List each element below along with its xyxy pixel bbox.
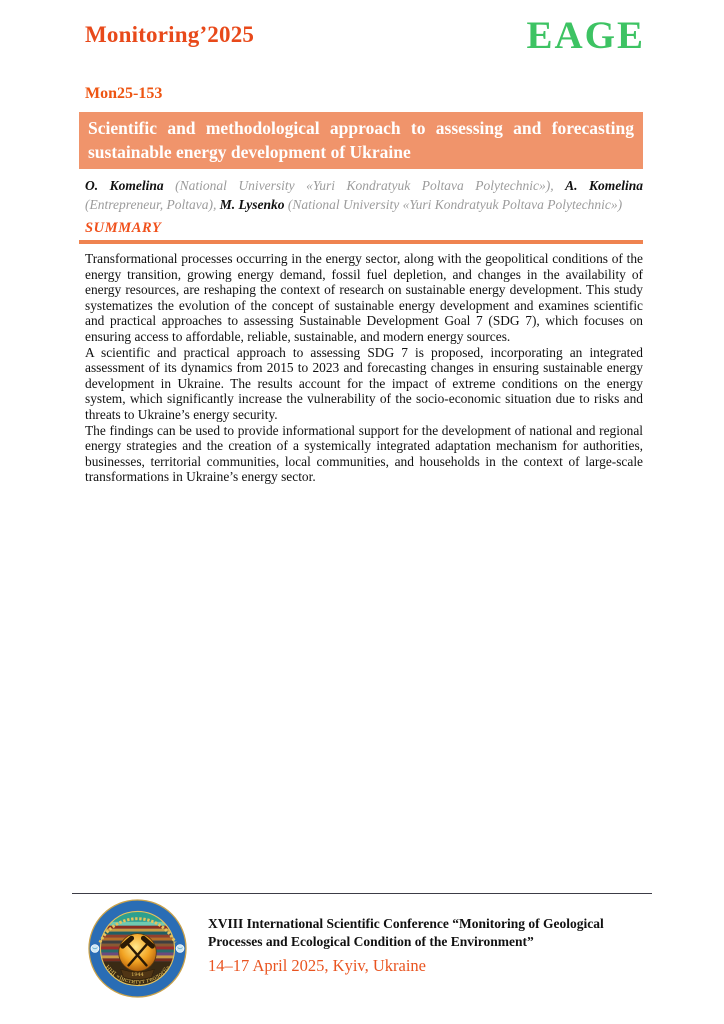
masthead <box>85 14 645 62</box>
conference-wordmark: Monitoring’2025 <box>85 22 255 47</box>
footer-divider <box>72 893 652 894</box>
banner-year: 1944 <box>131 972 144 979</box>
authors-line <box>85 177 643 214</box>
ring-text-bottom: ННІ «Інститут геології» <box>103 964 172 986</box>
paper-code: Mon25-153 <box>85 85 163 102</box>
summary-heading: SUMMARY <box>85 220 162 236</box>
author-name-3: M. Lysenko <box>219 196 285 212</box>
author-name-2: A. Komelina <box>565 178 643 193</box>
footer-date-location: 14–17 April 2025, Kyiv, Ukraine <box>208 956 426 975</box>
author-affiliation-3: (National University «Yuri Kondratyuk Poltava Polytechnic») <box>287 196 623 212</box>
abstract-text <box>85 251 643 485</box>
abstract-paragraph-1: Transformational processes occurring in the energy sector, along with the geopolitical conditions of the energy transition, growing energy demand, fossil fuel depletion, and changes in the availability of energy resources, are reshaping the context of research on sustainable energy development. This study systematizes the evolution of the concept of sustainable energy development and examines scientific and practical approaches to assessing Sustainable Development Goal 7 (SDG 7), which focuses on ensuring access to affordable, reliable, sustainable, and modern energy sources. <box>85 251 643 344</box>
abstract-paragraph-3: The findings can be used to provide informational support for the development of national and regional energy strategies and the creation of a systemically integrated adaptation mechanism for authorities, businesses, territorial communities, local communities, and households in the context of large-scale transformations in Ukraine’s energy sector. <box>85 422 643 485</box>
summary-divider <box>79 240 643 244</box>
author-affiliation-1: (National University «Yuri Kondratyuk Poltava Polytechnic»), <box>175 178 554 193</box>
footer-conference-title: XVIII International Scientific Conference “Monitoring of Geological Processes and Ecological Condition of the Environment” <box>208 916 604 949</box>
author-affiliation-2: (Entrepreneur, Poltava), <box>85 196 217 212</box>
ore-sphere <box>119 934 157 972</box>
footer-text-block <box>208 915 653 976</box>
author-name-1: O. Komelina <box>85 178 164 193</box>
eage-logo: EAGE <box>526 14 645 57</box>
institute-of-geology-emblem-icon <box>88 899 187 998</box>
abstract-paragraph-2: A scientific and practical approach to assessing SDG 7 is proposed, incorporating an integrated assessment of its dynamics from 2015 to 2023 and forecasting changes in ensuring sustainable energy development in Ukraine. The results account for the impact of extreme conditions on the energy system, which significantly increase the vulnerability of the socio-economic situation due to risks and threats to Ukraine’s energy security. <box>85 344 643 422</box>
paper-title: Scientific and methodological approach to assessing and forecasting sustainable energy development of Ukraine <box>79 112 643 169</box>
